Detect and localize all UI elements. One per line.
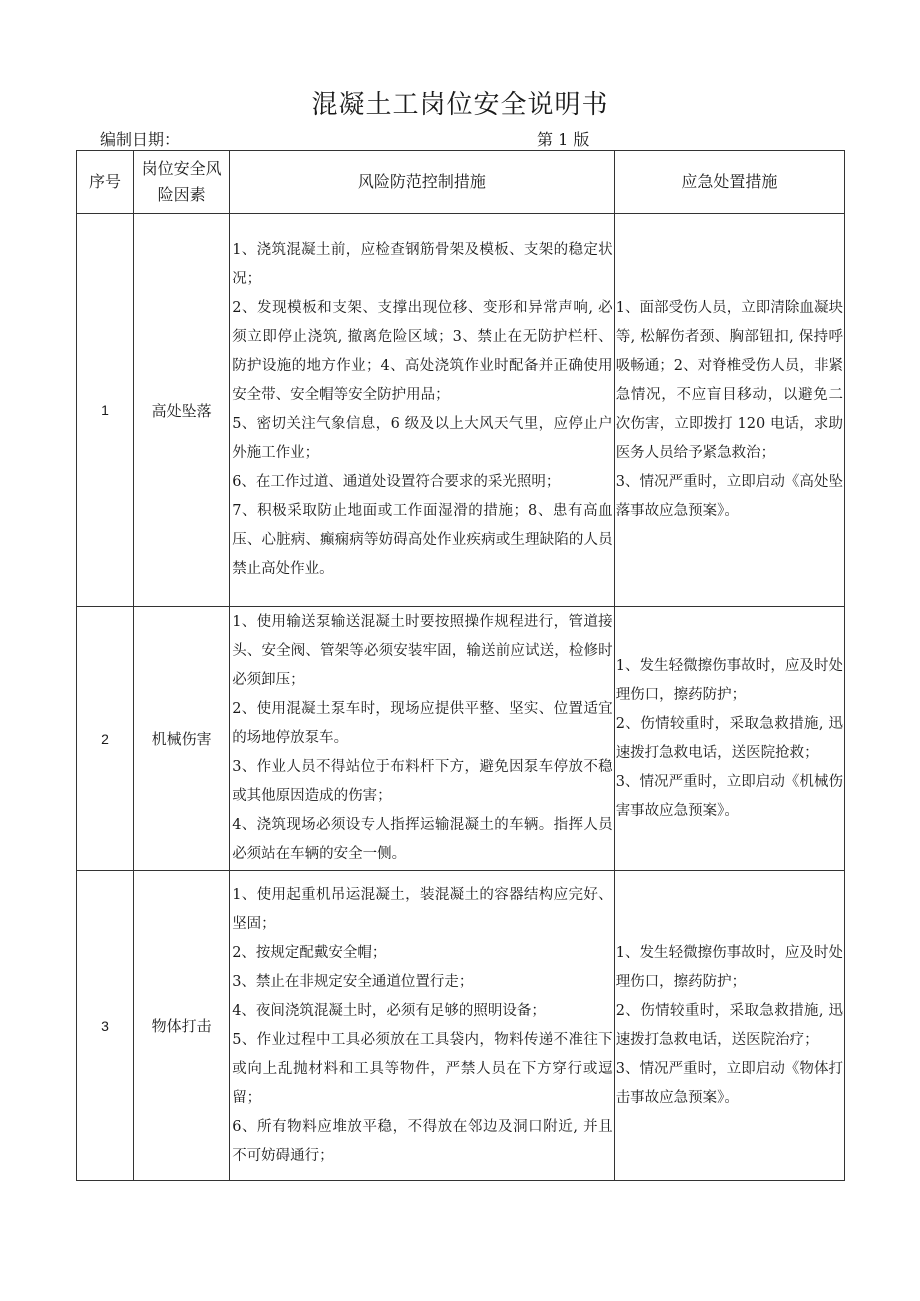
header-risk: 岗位安全风险因素 bbox=[134, 151, 230, 214]
emergency-item: 1、发生轻微擦伤事故时，应及时处理伤口，擦药防护； bbox=[615, 944, 843, 990]
measure-item: 6、在工作过道、通道处设置符合要求的采光照明； bbox=[232, 474, 561, 490]
measure-item: 5、密切关注气象信息，6 级及以上大风天气里，应停止户外施工作业； bbox=[232, 416, 613, 461]
emergency-item: 1、面部受伤人员，立即清除血凝块等, 松解伤者颈、胸部钮扣, 保持呼吸畅通；2、对脊椎受伤人员，非紧急情况，不应盲目移动，以避免二次伤害，立即拨打 120 电话，求助医务人员给予紧急救治； bbox=[615, 300, 843, 461]
emergency-item: 2、伤情较重时，采取急救措施, 迅速拨打急救电话，送医院抢救； bbox=[615, 715, 843, 761]
measure-item: 1、使用输送泵输送混凝土时要按照操作规程进行，管道接头、安全阀、管架等必须安装牢固，输送前应试送，检修时必须卸压； bbox=[232, 614, 613, 688]
measure-item: 4、浇筑现场必须设专人指挥运输混凝土的车辆。指挥人员必须站在车辆的安全一侧。 bbox=[232, 817, 613, 862]
measure-item: 2、按规定配戴安全帽； bbox=[232, 944, 387, 961]
emergency-measures bbox=[614, 871, 844, 1181]
version-label: 第 1 版 bbox=[537, 130, 590, 149]
table-header-row bbox=[77, 151, 845, 214]
measure-item: 2、发现模板和支架、支撑出现位移、变形和异常声响, 必须立即停止浇筑, 撤离危险区域；3、禁止在无防护栏杆、防护设施的地方作业；4、高处浇筑作业时配备并正确使用安全带、安全帽等安全防护用品； bbox=[232, 300, 613, 403]
safety-table bbox=[76, 150, 845, 1181]
measure-item: 1、使用起重机吊运混凝土，装混凝土的容器结构应完好、坚固； bbox=[232, 886, 613, 932]
row-number: 1 bbox=[77, 214, 134, 607]
emergency-item: 1、发生轻微擦伤事故时，应及时处理伤口，擦药防护； bbox=[615, 657, 843, 703]
control-measures bbox=[230, 214, 615, 607]
risk-factor: 物体打击 bbox=[134, 871, 230, 1181]
emergency-item: 3、情况严重时，立即启动《机械伤害事故应急预案》。 bbox=[615, 773, 843, 819]
measure-item: 6、所有物料应堆放平稳，不得放在邻边及洞口附近, 并且不可妨碍通行； bbox=[232, 1118, 613, 1164]
emergency-measures bbox=[614, 214, 844, 607]
document-title: 混凝土工岗位安全说明书 bbox=[311, 90, 609, 120]
control-measures bbox=[230, 871, 615, 1181]
header-emergency: 应急处置措施 bbox=[614, 151, 844, 214]
measure-item: 3、禁止在非规定安全通道位置行走； bbox=[232, 973, 474, 990]
header-no: 序号 bbox=[77, 151, 134, 214]
measure-item: 4、夜间浇筑混凝土时，必须有足够的照明设备； bbox=[232, 1002, 546, 1019]
measure-item: 3、作业人员不得站位于布料杆下方，避免因泵车停放不稳或其他原因造成的伤害； bbox=[232, 759, 613, 804]
emergency-item: 2、伤情较重时，采取急救措施, 迅速拨打急救电话，送医院治疗； bbox=[615, 1002, 843, 1048]
measure-item: 1、浇筑混凝土前，应检查钢筋骨架及模板、支架的稳定状况； bbox=[232, 242, 613, 287]
table-row bbox=[77, 607, 845, 871]
risk-factor: 高处坠落 bbox=[134, 214, 230, 607]
header-measures: 风险防范控制措施 bbox=[230, 151, 615, 214]
emergency-measures bbox=[614, 607, 844, 871]
row-number: 2 bbox=[77, 607, 134, 871]
emergency-item: 3、情况严重时，立即启动《物体打击事故应急预案》。 bbox=[615, 1060, 843, 1106]
risk-factor: 机械伤害 bbox=[134, 607, 230, 871]
measure-item: 2、使用混凝土泵车时，现场应提供平整、坚实、位置适宜的场地停放泵车。 bbox=[232, 701, 613, 746]
control-measures bbox=[230, 607, 615, 871]
table-row bbox=[77, 871, 845, 1181]
measure-item: 7、积极采取防止地面或工作面湿滑的措施；8、患有高血压、心脏病、癫痫病等妨碍高处作业疾病或生理缺陷的人员禁止高处作业。 bbox=[232, 503, 613, 577]
measure-item: 5、作业过程中工具必须放在工具袋内，物料传递不准往下或向上乱抛材料和工具等物件，严禁人员在下方穿行或逗留； bbox=[232, 1031, 613, 1106]
table-row bbox=[77, 214, 845, 607]
compile-date-label: 编制日期： bbox=[100, 130, 181, 149]
row-number: 3 bbox=[77, 871, 134, 1181]
emergency-item: 3、情况严重时，立即启动《高处坠落事故应急预案》。 bbox=[615, 474, 843, 519]
